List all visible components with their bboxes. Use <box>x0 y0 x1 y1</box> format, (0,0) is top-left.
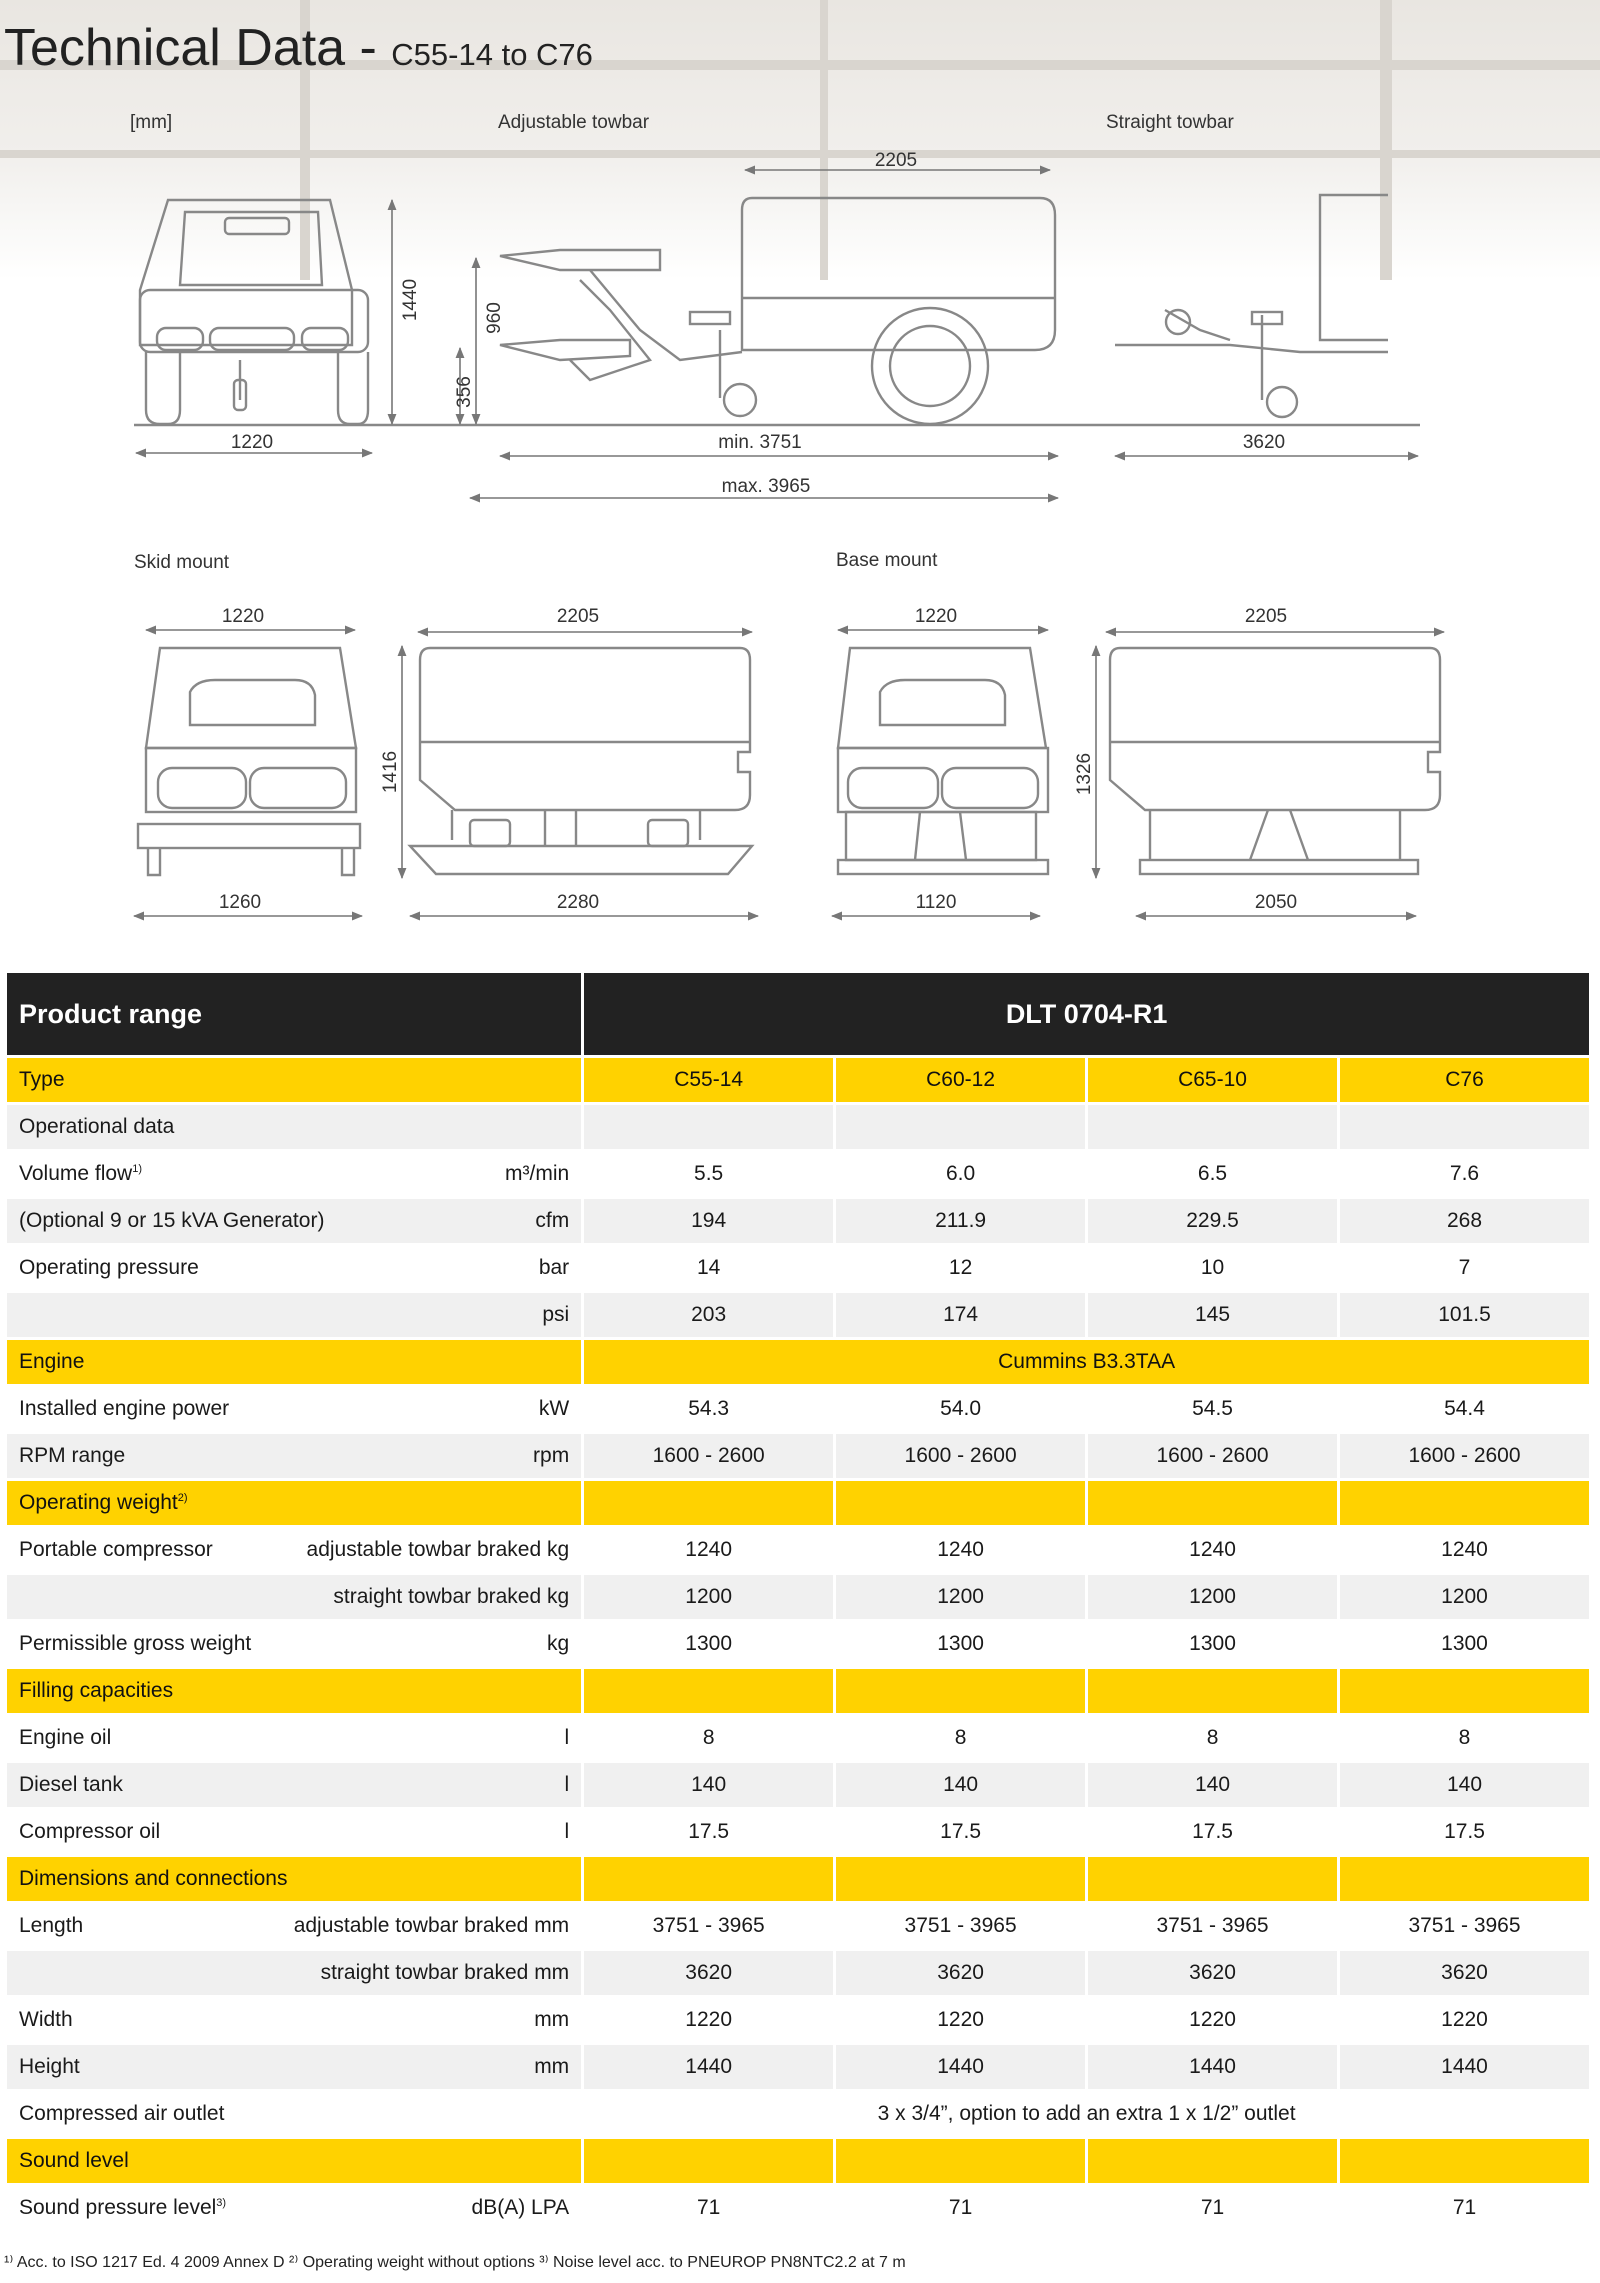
side-view-straight <box>1115 195 1388 417</box>
section-weight: Operating weight$^{2)}$ <box>7 1481 1589 1525</box>
table-row: Operating pressure bar 14 12 10 7 <box>7 1246 1589 1290</box>
table-row: Permissible gross weight kg 1300 1300 1300 1300 <box>7 1622 1589 1666</box>
dim-height: 1440 <box>400 278 421 322</box>
air-outlet-value: 3 x 3/4”, option to add an extra 1 x 1/2” outlet <box>584 2092 1589 2136</box>
table-row: Diesel tank l 140 140 140 140 <box>7 1763 1589 1807</box>
title-main: Technical Data <box>4 19 346 77</box>
dim-skid-side-bottom: 2280 <box>556 892 600 913</box>
dim-base-side-top: 2205 <box>1244 606 1288 627</box>
table-row: straight towbar braked mm 3620 3620 3620 3620 <box>7 1951 1589 1995</box>
section-engine <box>7 1340 1589 1384</box>
table-row: Length adjustable towbar braked mm 3751 - 3965 3751 - 3965 3751 - 3965 3751 - 3965 <box>7 1904 1589 1948</box>
table-row: straight towbar braked kg 1200 1200 1200 1200 <box>7 1575 1589 1619</box>
dim-towbar-356: 356 <box>454 376 475 408</box>
front-view-towable <box>140 200 368 424</box>
side-view-adjustable <box>500 198 1055 424</box>
skid-front-view <box>138 648 360 875</box>
skid-side-view <box>410 648 752 874</box>
table-row: Sound pressure level$^{3)}$ dB(A) LPA 71 71 71 71 <box>7 2186 1589 2230</box>
dim-base-height: 1326 <box>1074 752 1095 796</box>
section-sound <box>7 2139 1589 2183</box>
dim-front-width: 1220 <box>230 432 274 453</box>
technical-drawing <box>0 0 1600 960</box>
header-model: DLT 0704-R1 <box>584 973 1589 1055</box>
dim-skid-side-top: 2205 <box>556 606 600 627</box>
type-col-1: C55-14 <box>584 1058 833 1102</box>
skid-mount-label: Skid mount <box>134 552 230 573</box>
dim-straight-length: 3620 <box>1242 432 1286 453</box>
type-col-3: C65-10 <box>1088 1058 1337 1102</box>
table-row: Engine oil l 8 8 8 8 <box>7 1716 1589 1760</box>
table-row: (Optional 9 or 15 kVA Generator) cfm 194 211.9 229.5 268 <box>7 1199 1589 1243</box>
section-operational <box>7 1105 1589 1149</box>
header-label: Product range <box>7 973 581 1055</box>
operational-heading: Operational data <box>7 1105 581 1149</box>
table-row: RPM range rpm 1600 - 2600 1600 - 2600 1600 - 2600 1600 - 2600 <box>7 1434 1589 1478</box>
table-row: psi 203 174 145 101.5 <box>7 1293 1589 1337</box>
table-row: Width mm 1220 1220 1220 1220 <box>7 1998 1589 2042</box>
type-col-4: C76 <box>1340 1058 1589 1102</box>
dim-base-front-bottom: 1120 <box>915 892 957 913</box>
page-title: Technical Data - C55-14 to C76 <box>4 19 593 77</box>
type-col-2: C60-12 <box>836 1058 1085 1102</box>
weight-heading: Operating weight <box>19 1491 178 1514</box>
title-sub: C55-14 to C76 <box>391 37 593 72</box>
straight-towbar-label: Straight towbar <box>1106 112 1234 133</box>
sound-heading: Sound level <box>7 2139 581 2183</box>
engine-value: Cummins B3.3TAA <box>584 1340 1589 1384</box>
adjustable-towbar-label: Adjustable towbar <box>498 112 650 133</box>
type-row <box>7 1058 1589 1102</box>
table-row: Height mm 1440 1440 1440 1440 <box>7 2045 1589 2089</box>
dim-max-length: max. 3965 <box>721 476 811 497</box>
spec-table <box>4 970 1592 2233</box>
section-dimensions <box>7 1857 1589 1901</box>
dim-base-side-bottom: 2050 <box>1254 892 1298 913</box>
footnote: ¹⁾ Acc. to ISO 1217 Ed. 4 2009 Annex D ²⁾ Operating weight without options ³⁾ Noise level acc. to PNEUROP PN8NTC2.2 at 7 m <box>4 2254 906 2271</box>
dim-top-length: 2205 <box>874 150 918 171</box>
table-row: Volume flow$^{1)}$ m³/min 5.5 6.0 6.5 7.6 <box>7 1152 1589 1196</box>
table-row: Compressor oil l 17.5 17.5 17.5 17.5 <box>7 1810 1589 1854</box>
dim-skid-front-top: 1220 <box>221 606 265 627</box>
table-row: Installed engine power kW 54.3 54.0 54.5 54.4 <box>7 1387 1589 1431</box>
table-row: Compressed air outlet 3 x 3/4”, option to add an extra 1 x 1/2” outlet <box>7 2092 1589 2136</box>
dim-skid-height: 1416 <box>380 750 401 794</box>
dim-towbar-960: 960 <box>484 302 505 334</box>
base-mount-label: Base mount <box>836 550 938 571</box>
table-header-row <box>7 973 1589 1055</box>
dimensions-heading: Dimensions and connections <box>7 1857 581 1901</box>
engine-heading: Engine <box>7 1340 581 1384</box>
filling-heading: Filling capacities <box>7 1669 581 1713</box>
table-row: Portable compressor adjustable towbar braked kg 1240 1240 1240 1240 <box>7 1528 1589 1572</box>
dim-base-front-top: 1220 <box>914 606 958 627</box>
section-filling <box>7 1669 1589 1713</box>
dim-skid-front-bottom: 1260 <box>218 892 262 913</box>
unit-label: [mm] <box>130 112 173 133</box>
type-label: Type <box>7 1058 581 1102</box>
base-front-view <box>838 648 1048 874</box>
dim-min-length: min. 3751 <box>718 432 802 453</box>
base-side-view <box>1110 648 1440 874</box>
